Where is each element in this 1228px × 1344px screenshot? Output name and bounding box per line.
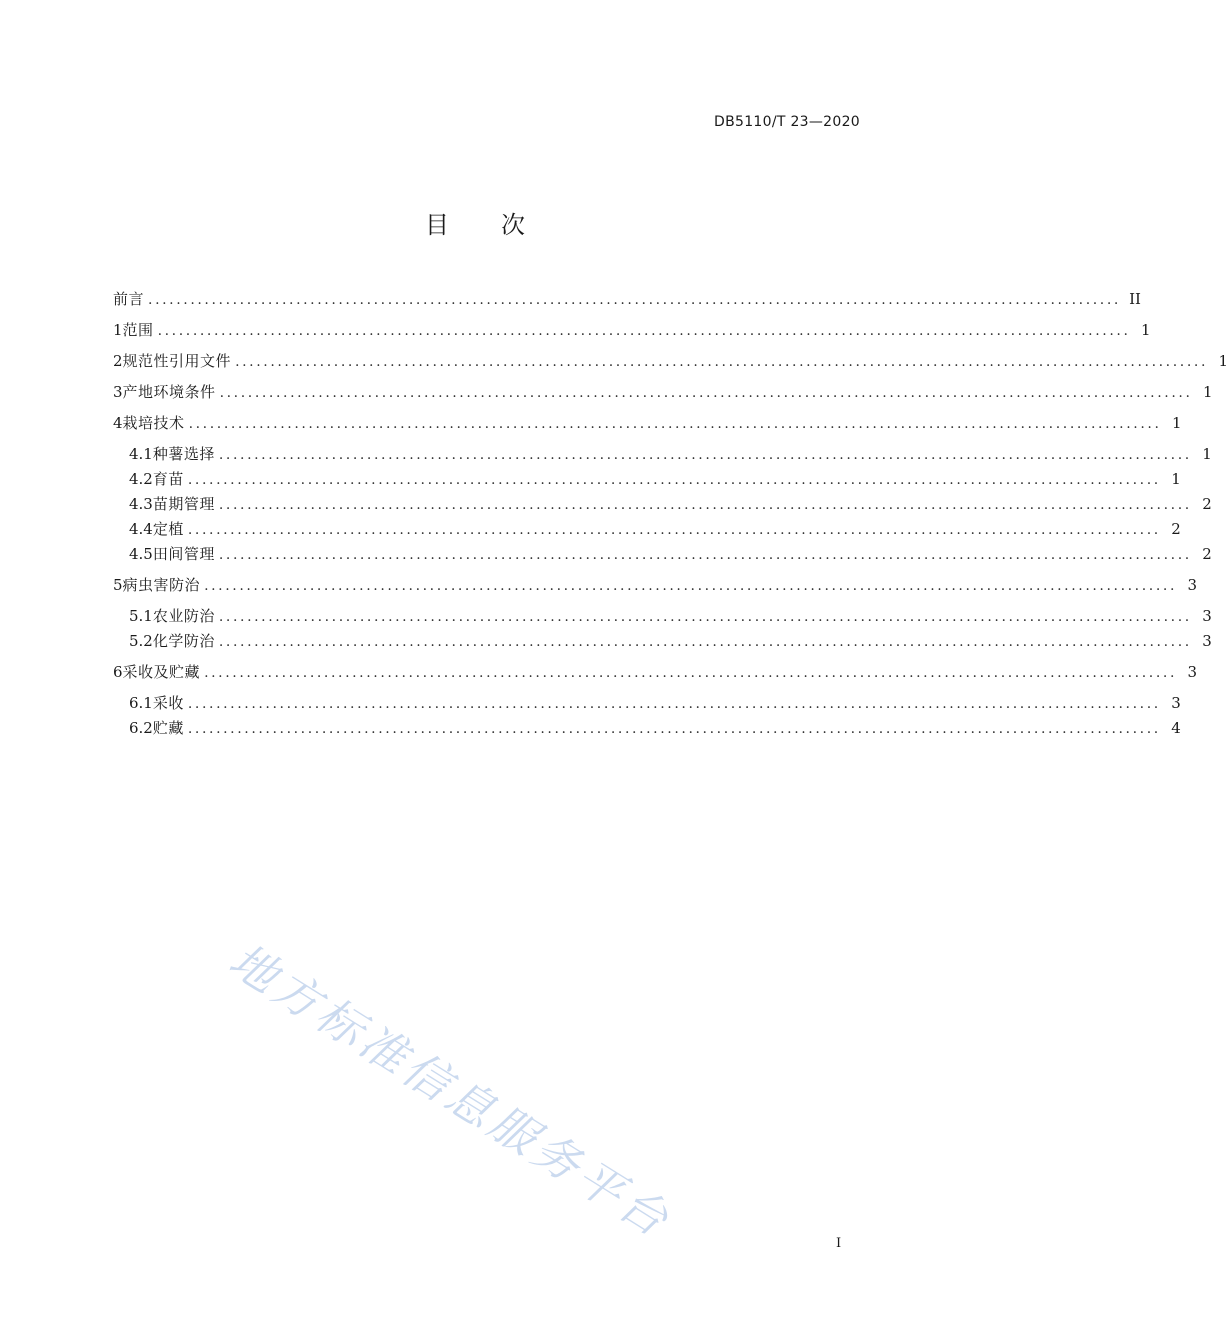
toc-label: 规范性引用文件 [122,352,232,370]
toc-label: 采收及贮藏 [122,663,201,681]
toc-entry-1[interactable]: 1 范围 .......................................................................................................................................... 1 [113,321,1151,339]
toc-number: 5.2 [129,632,153,650]
toc-number: 4.1 [129,445,153,463]
toc-label: 定植 [152,520,184,538]
toc-number: 4.2 [129,470,153,488]
toc-entry-5[interactable]: 5 病虫害防治 .......................................................................................................................................... 3 [113,576,1197,594]
toc-entry-6[interactable]: 6 采收及贮藏 .......................................................................................................................................... 3 [113,663,1197,681]
toc-entry-5-2[interactable]: 5.2 化学防治 .......................................................................................................................................... 3 [129,632,1212,650]
toc-label: 田间管理 [152,545,215,563]
toc-number: 4.5 [129,545,153,563]
toc-number: 4.4 [129,520,153,538]
toc-entry-5-1[interactable]: 5.1 农业防治 .......................................................................................................................................... 3 [129,607,1212,625]
toc-label: 育苗 [152,470,184,488]
toc-label: 采收 [152,694,184,712]
toc-number: 4 [113,414,123,432]
toc-page: 3 [1202,632,1212,650]
toc-page: 4 [1171,719,1181,737]
toc-entry-2[interactable]: 2 规范性引用文件 .......................................................................................................................................... 1 [113,352,1228,370]
toc-entry-4-5[interactable]: 4.5 田间管理 .......................................................................................................................................... 2 [129,545,1212,563]
toc-page: 2 [1202,495,1212,513]
toc-entry-6-2[interactable]: 6.2 贮藏 .......................................................................................................................................... 4 [129,719,1181,737]
standard-number: DB5110/T 23—2020 [714,114,860,130]
toc-label: 前言 [113,290,145,308]
toc-number: 5.1 [129,607,153,625]
toc-label: 种薯选择 [152,445,215,463]
page-number: I [836,1236,842,1251]
toc-entry-4-2[interactable]: 4.2 育苗 .......................................................................................................................................... 1 [129,470,1181,488]
toc-label: 苗期管理 [152,495,215,513]
toc-page: II [1129,290,1141,308]
title-char-2: 次 [501,211,525,239]
title-char-1: 目 [425,211,449,239]
toc-page: 3 [1202,607,1212,625]
toc-label: 化学防治 [152,632,215,650]
toc-label: 产地环境条件 [122,383,216,401]
toc-page: 3 [1187,663,1197,681]
toc-entry-4-1[interactable]: 4.1 种薯选择 .......................................................................................................................................... 1 [129,445,1212,463]
toc-entry-6-1[interactable]: 6.1 采收 .......................................................................................................................................... 3 [129,694,1181,712]
watermark: 地方标准信息服务平台 [220,932,682,1249]
toc-number: 4.3 [129,495,153,513]
toc-entry-4-3[interactable]: 4.3 苗期管理 .......................................................................................................................................... 2 [129,495,1212,513]
toc-number: 2 [113,352,123,370]
toc-label: 栽培技术 [122,414,185,432]
toc-number: 1 [113,321,123,339]
toc-entry-3[interactable]: 3 产地环境条件 .......................................................................................................................................... 1 [113,383,1213,401]
toc-page: 2 [1202,545,1212,563]
toc-number: 3 [113,383,123,401]
toc-number: 6.1 [129,694,153,712]
toc-label: 农业防治 [152,607,215,625]
toc-page: 1 [1140,321,1151,339]
toc-entry-4[interactable]: 4 栽培技术 .......................................................................................................................................... 1 [113,414,1182,432]
toc-page: 1 [1218,352,1228,370]
toc-page: 1 [1202,383,1213,401]
toc-page: 1 [1202,445,1212,463]
toc-number: 5 [113,576,123,594]
toc-label: 贮藏 [152,719,184,737]
toc-number: 6 [113,663,123,681]
toc-label: 范围 [122,321,154,339]
toc-page: 1 [1171,414,1182,432]
toc-number: 6.2 [129,719,153,737]
toc-page: 1 [1171,470,1181,488]
toc-entry-foreword[interactable]: 前言 .......................................................................................................................................... II [113,290,1141,308]
toc-label: 病虫害防治 [122,576,201,594]
toc-page: 3 [1187,576,1197,594]
toc-page: 3 [1171,694,1181,712]
toc-entry-4-4[interactable]: 4.4 定植 .......................................................................................................................................... 2 [129,520,1181,538]
page-title [0,205,950,240]
toc-page: 2 [1171,520,1181,538]
